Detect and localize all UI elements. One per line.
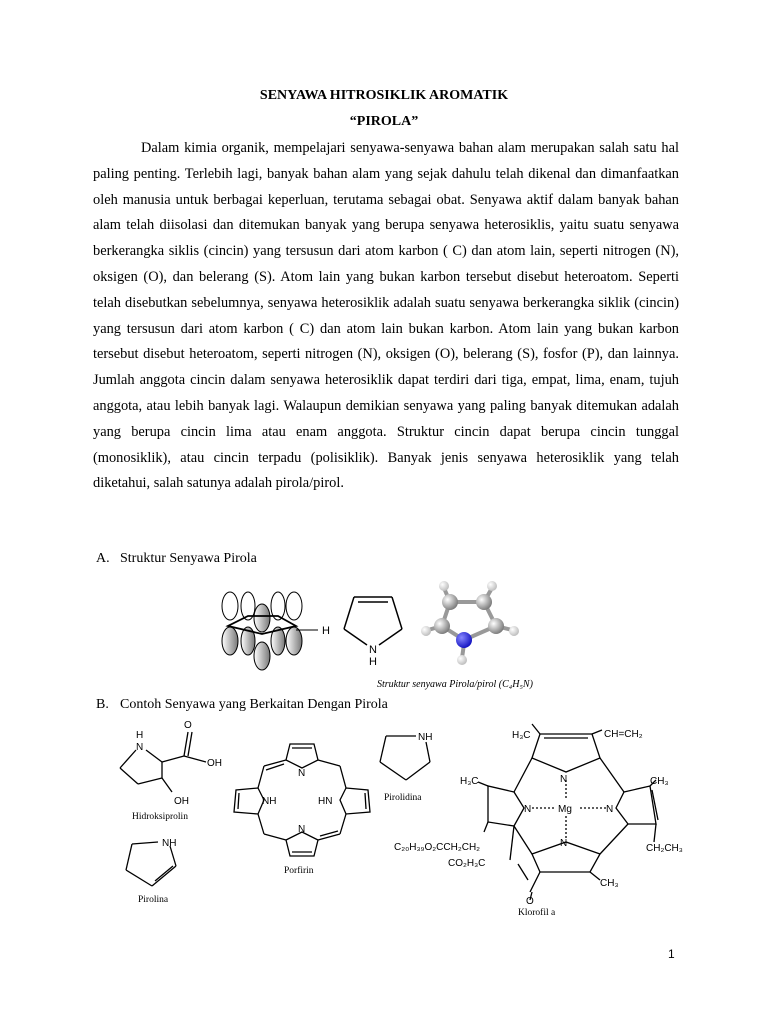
section-b-letter: B. (96, 697, 109, 712)
orbital-h-label: H (322, 625, 330, 637)
klorofil-ethyl-label: CH₂CH₃ (646, 843, 683, 854)
body-paragraph (93, 136, 679, 497)
section-a-heading (96, 551, 257, 567)
pirolina-label: Pirolina (138, 895, 169, 905)
klorofil-ch3-right-label: CH₃ (650, 776, 669, 787)
klorofil-structure (392, 720, 692, 910)
klorofil-mg-label: Mg (558, 804, 572, 815)
page-number: 1 (668, 947, 675, 961)
hidroksiprolin-label: Hidroksiprolin (132, 812, 188, 822)
pyrrole-n-label: N (369, 644, 377, 656)
porfirin-structure (228, 736, 376, 864)
document-subtitle: “PIROLA” (349, 114, 419, 129)
klorofil-vinyl-label: CH=CH₂ (604, 729, 643, 740)
section-a-title: Struktur Senyawa Pirola (120, 551, 257, 566)
porfirin-nh-label: NH (262, 796, 277, 807)
pirolidina-nh-label: NH (418, 732, 433, 743)
hidroksiprolin-o-label: O (184, 720, 192, 731)
klorofil-n-right-label: N (606, 804, 614, 815)
klorofil-ch3-bottom-label: CH₃ (600, 878, 619, 889)
klorofil-n-bottom-label: N (560, 838, 568, 849)
figure-a-caption: Struktur senyawa Pirola/pirol (C₄H₅N) (377, 679, 533, 690)
pyrrole-ball-and-stick-model (418, 574, 528, 670)
porfirin-label: Porfirin (284, 866, 314, 876)
pirolina-structure (122, 832, 194, 894)
body-paragraph-text: Dalam kimia organik, mempelajari senyawa-senyawa bahan alam merupakan salah satu hal paling penting. Terlebih lagi, banyak bahan alam yang sejak dahulu telah dikenal dan dimanfaatkan oleh manusia untuk berbagai keperluan, terutama sebagai obat. Senyawa aktif dalam banyak bahan alam telah diisolasi dan ditemukan banyak yang berupa senyawa heterosiklis, yaitu suatu senyawa berkerangka siklis (cincin) yang tersusun dari atom karbon ( C) dan atom lain, seperti nitrogen (N), oksigen (O), dan belerang (S). Atom lain yang bukan karbon tersebut disebut heteroatom. Seperti telah disebutkan sebelumnya, senyawa heterosiklik adalah suatu senyawa berkerangka siklik (cincin) yang tersusun dari atom karbon ( C) dan atom lain bukan karbon. Atom lain yang bukan karbon tersebut disebut heteroatom, seperti nitrogen (N), oksigen (O), belerang (S), fosfor (P), dan lainnya. Jumlah anggota cincin dalam senyawa heterosiklik dapat terdiri dari tiga, empat, lima, enam, tujuh anggota, atau lebih banyak lagi. Walaupun demikian senyawa yang paling banyak ditemukan adalah yang berupa cincin lima atau enam anggota. Struktur cincin dapat berupa cincin tunggal (monosiklik), atau cincin terpadu (polisiklik). Banyak jenis senyawa heterosiklik yang telah diketahui, salah satunya adalah pirola/pirol. (93, 140, 679, 492)
hidroksiprolin-n-label: N (136, 742, 144, 753)
pyrrole-orbital-diagram (210, 586, 340, 686)
porfirin-n-bottom-label: N (298, 824, 306, 835)
section-a-letter: A. (96, 551, 110, 566)
pirolina-nh-label: NH (162, 838, 177, 849)
klorofil-h3c-top-label: H₃C (512, 730, 531, 741)
hidroksiprolin-h-label: H (136, 730, 144, 741)
pyrrole-h-label: H (369, 656, 377, 668)
klorofil-ester-chain-label: C₂₀H₃₉O₂CCH₂CH₂ (394, 842, 481, 853)
porfirin-n-top-label: N (298, 768, 306, 779)
section-b-heading (96, 697, 388, 713)
porfirin-hn-label: HN (318, 796, 333, 807)
klorofil-n-top-label: N (560, 774, 568, 785)
pirolidina-label: Pirolidina (384, 793, 422, 803)
hidroksiprolin-oh2-label: OH (174, 796, 189, 807)
document-title: SENYAWA HITROSIKLIK AROMATIK (259, 88, 509, 103)
hidroksiprolin-oh1-label: OH (207, 758, 222, 769)
klorofil-n-left-label: N (524, 804, 532, 815)
klorofil-label: Klorofil a (518, 908, 556, 918)
klorofil-methyl-ester-label: CO₂H₃C (448, 858, 486, 869)
section-b-title: Contoh Senyawa yang Berkaitan Dengan Pirola (120, 697, 388, 712)
klorofil-h3c-left-label: H₃C (460, 776, 479, 787)
pyrrole-skeletal-structure (338, 591, 410, 671)
klorofil-o-label: O (526, 896, 534, 907)
hidroksiprolin-structure (112, 718, 232, 808)
